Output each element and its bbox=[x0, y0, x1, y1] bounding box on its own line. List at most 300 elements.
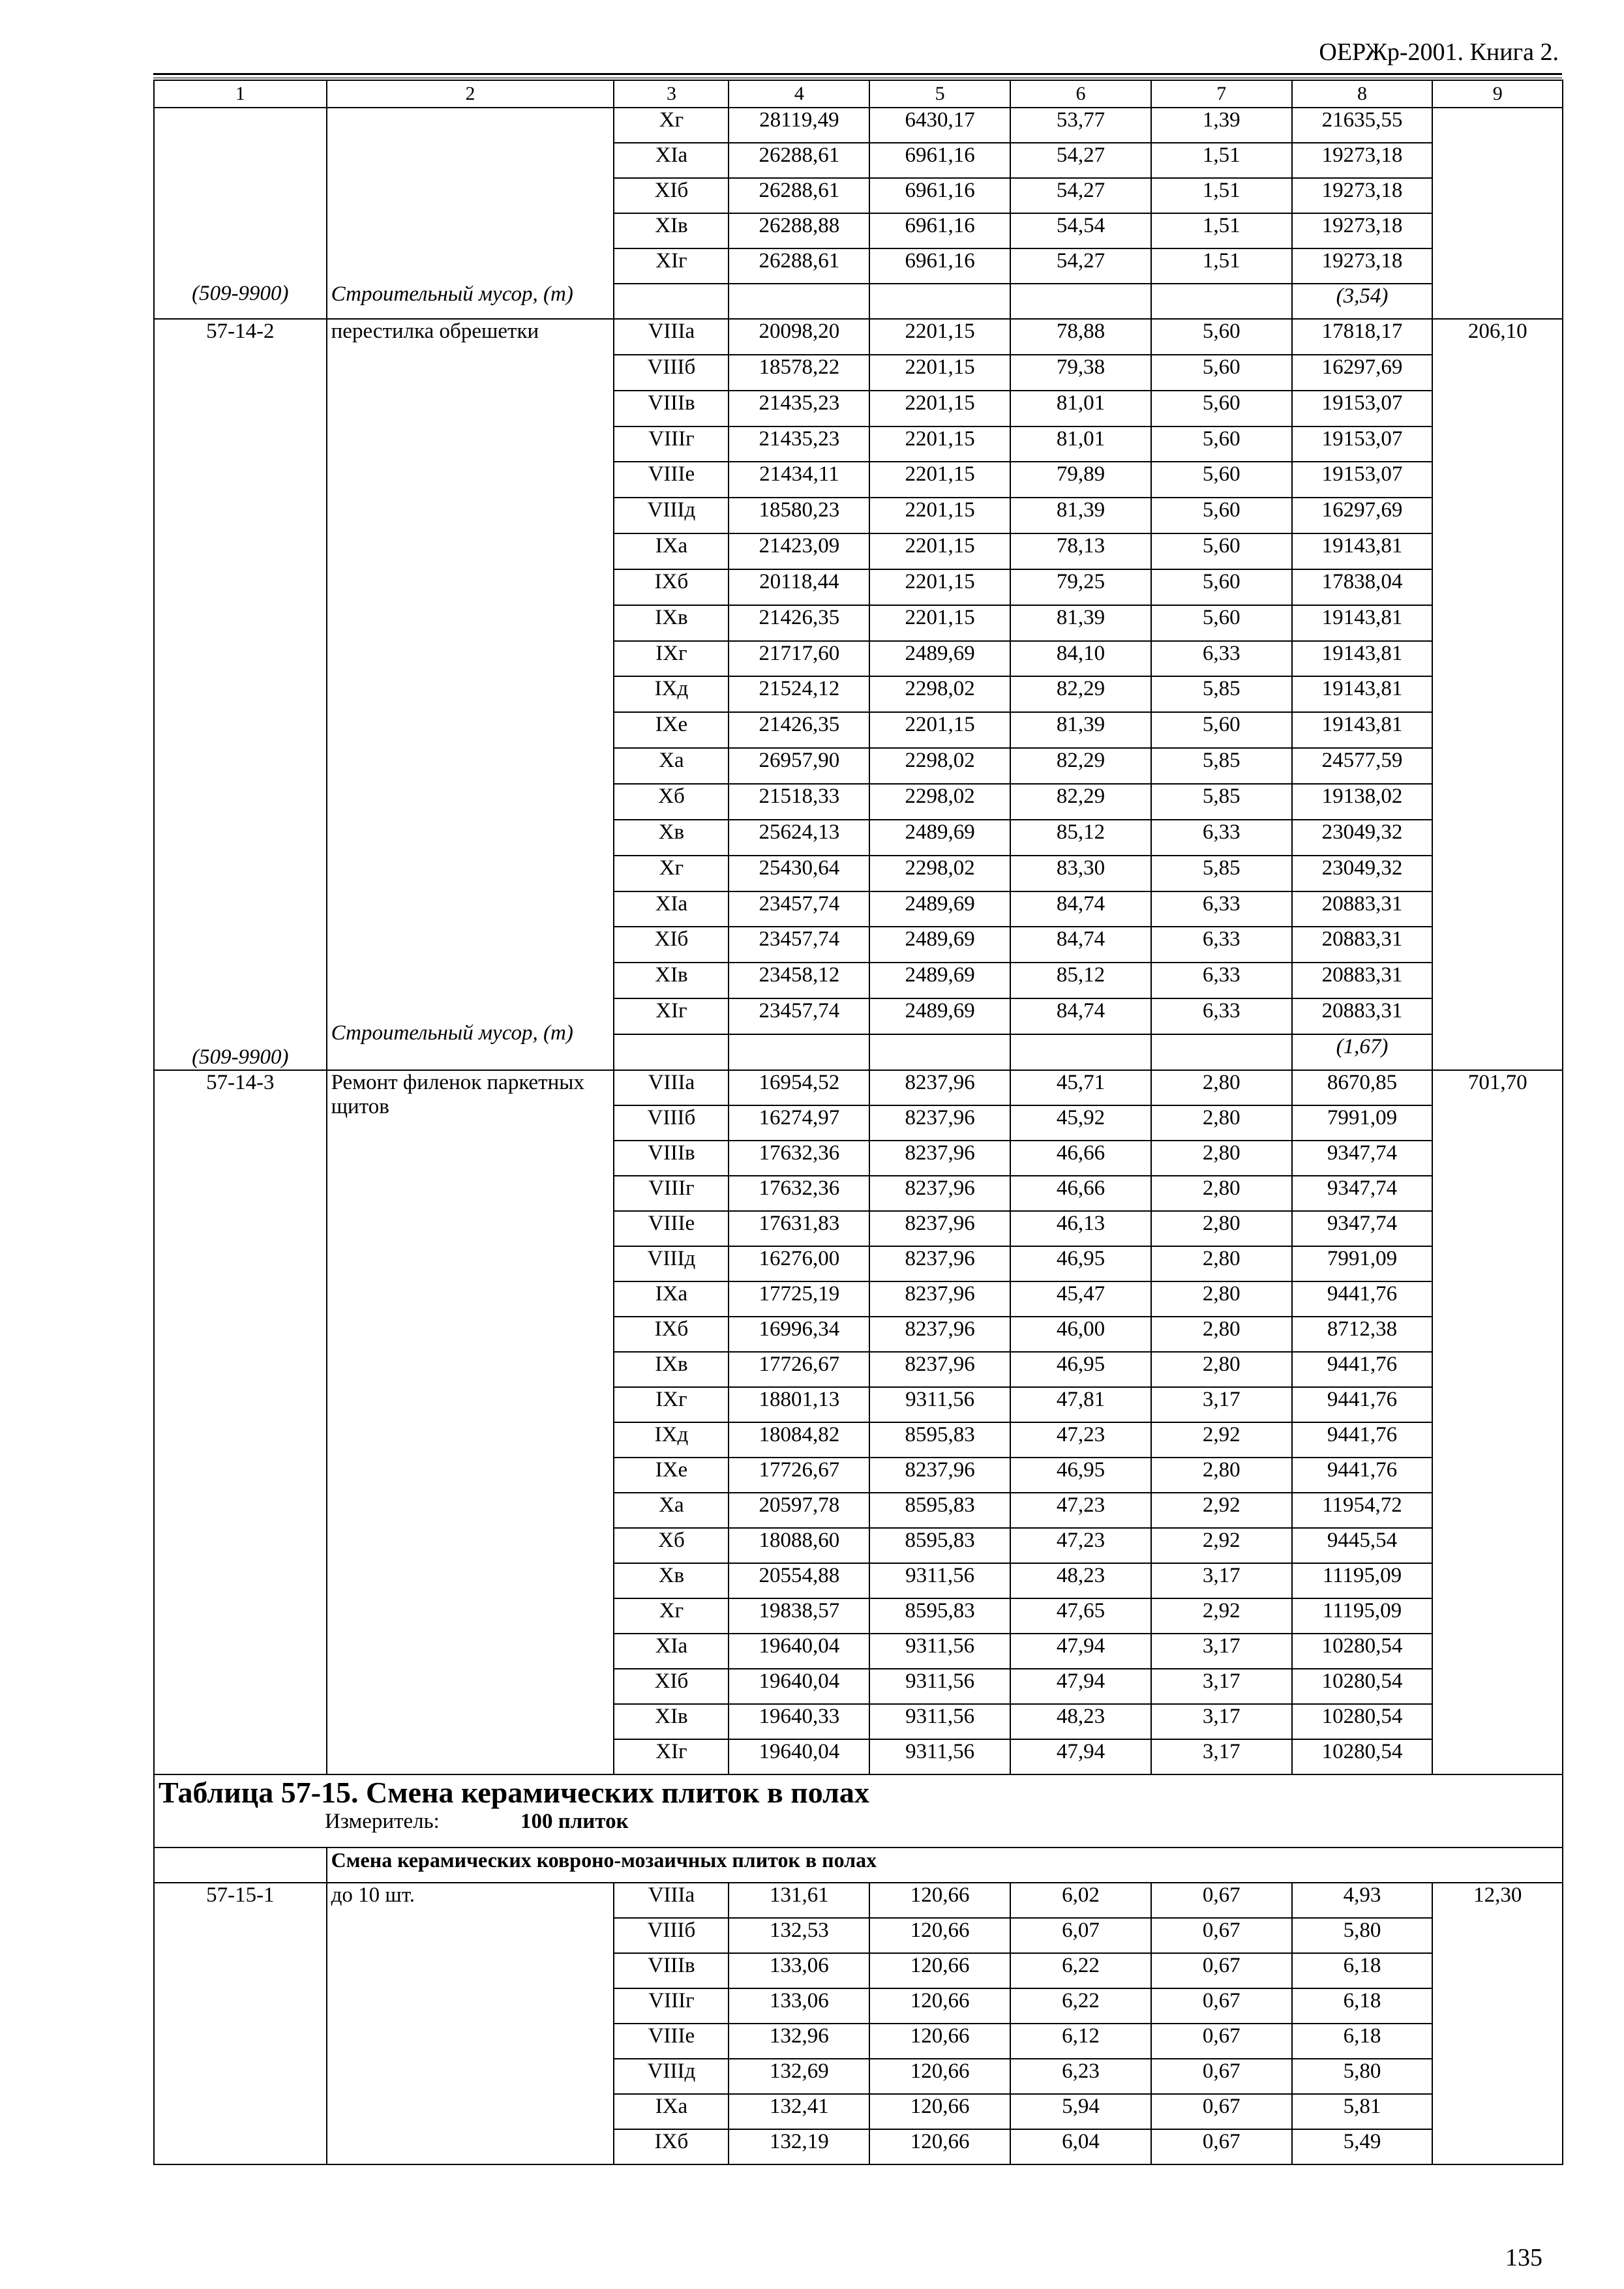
value-cell: 6961,16 bbox=[869, 248, 1010, 284]
value-cell: 20883,31 bbox=[1292, 963, 1433, 998]
value-cell: 20118,44 bbox=[729, 569, 869, 605]
value-cell: 6961,16 bbox=[869, 178, 1010, 213]
value-cell: 0,67 bbox=[1151, 1953, 1292, 1988]
code-cell bbox=[154, 1883, 327, 2164]
value-cell: 9311,56 bbox=[869, 1563, 1010, 1598]
value-cell: 19640,04 bbox=[729, 1739, 869, 1774]
value-cell: 3,17 bbox=[1151, 1739, 1292, 1774]
value-cell: 46,95 bbox=[1010, 1458, 1151, 1493]
value-cell: 9441,76 bbox=[1292, 1422, 1433, 1458]
column-number: 4 bbox=[729, 80, 869, 108]
value-cell: 5,60 bbox=[1151, 391, 1292, 426]
table-body bbox=[154, 80, 1563, 2164]
value-cell: 16297,69 bbox=[1292, 498, 1433, 533]
value-cell: 20883,31 bbox=[1292, 891, 1433, 927]
value-cell: 23457,74 bbox=[729, 998, 869, 1034]
value-cell: 8237,96 bbox=[869, 1070, 1010, 1105]
table-row bbox=[154, 108, 1563, 143]
value-cell: 132,41 bbox=[729, 2094, 869, 2129]
zone-cell: VIIIг bbox=[614, 1988, 729, 2024]
value-cell bbox=[869, 284, 1010, 319]
value-cell: 9347,74 bbox=[1292, 1176, 1433, 1211]
value-cell: 23458,12 bbox=[729, 963, 869, 998]
value-cell: 1,51 bbox=[1151, 213, 1292, 248]
value-cell: 120,66 bbox=[869, 1918, 1010, 1953]
value-cell: 2,80 bbox=[1151, 1070, 1292, 1105]
value-cell: 2,92 bbox=[1151, 1598, 1292, 1634]
value-cell: 78,88 bbox=[1010, 319, 1151, 355]
zone-cell: XIг bbox=[614, 998, 729, 1034]
zone-cell: IXб bbox=[614, 1317, 729, 1352]
value-cell: 19273,18 bbox=[1292, 213, 1433, 248]
zone-cell: IXа bbox=[614, 2094, 729, 2129]
value-cell: 5,60 bbox=[1151, 498, 1292, 533]
value-cell: 10280,54 bbox=[1292, 1669, 1433, 1704]
value-cell: 46,66 bbox=[1010, 1176, 1151, 1211]
value-cell: 2,80 bbox=[1151, 1317, 1292, 1352]
value-cell: 120,66 bbox=[869, 2059, 1010, 2094]
value-cell: 8595,83 bbox=[869, 1493, 1010, 1528]
value-cell: 0,67 bbox=[1151, 2129, 1292, 2164]
value-cell: 47,94 bbox=[1010, 1739, 1151, 1774]
table-row bbox=[154, 1883, 1563, 1918]
value-cell: 81,01 bbox=[1010, 391, 1151, 426]
zone-cell: VIIIб bbox=[614, 1105, 729, 1141]
col9-cell bbox=[1432, 1070, 1563, 1774]
zone-cell: VIIIа bbox=[614, 319, 729, 355]
value-cell: 6,22 bbox=[1010, 1988, 1151, 2024]
name-cell bbox=[327, 108, 614, 319]
value-cell: 16996,34 bbox=[729, 1317, 869, 1352]
value-cell: 2489,69 bbox=[869, 963, 1010, 998]
rate-code: 57-15-1 bbox=[206, 1883, 275, 1907]
value-cell: 120,66 bbox=[869, 2129, 1010, 2164]
value-cell: 6,33 bbox=[1151, 963, 1292, 998]
zone-cell: XIб bbox=[614, 178, 729, 213]
section-title: Таблица 57-15. Смена керамических плиток в полах bbox=[158, 1776, 869, 1809]
value-cell: 46,95 bbox=[1010, 1352, 1151, 1387]
value-cell: 9347,74 bbox=[1292, 1141, 1433, 1176]
value-cell: 8237,96 bbox=[869, 1105, 1010, 1141]
waste-code: (509-9900) bbox=[192, 282, 289, 305]
value-cell: 8237,96 bbox=[869, 1141, 1010, 1176]
value-cell: 53,77 bbox=[1010, 108, 1151, 143]
value-cell: 8595,83 bbox=[869, 1528, 1010, 1563]
value-cell: 47,94 bbox=[1010, 1669, 1151, 1704]
zone-cell: VIIIд bbox=[614, 2059, 729, 2094]
rate-name: Ремонт филенок паркетных щитов bbox=[331, 1071, 584, 1118]
value-cell: 85,12 bbox=[1010, 820, 1151, 856]
value-cell: 48,23 bbox=[1010, 1704, 1151, 1739]
value-cell: 23049,32 bbox=[1292, 856, 1433, 891]
value-cell: 8237,96 bbox=[869, 1352, 1010, 1387]
value-cell: 2,80 bbox=[1151, 1246, 1292, 1281]
value-cell: 82,29 bbox=[1010, 748, 1151, 784]
value-cell: 47,23 bbox=[1010, 1528, 1151, 1563]
value-cell: 17838,04 bbox=[1292, 569, 1433, 605]
value-cell: 9441,76 bbox=[1292, 1387, 1433, 1422]
value-cell: 0,67 bbox=[1151, 1883, 1292, 1918]
value-cell: 2201,15 bbox=[869, 426, 1010, 462]
waste-value: (3,54) bbox=[1292, 284, 1433, 319]
value-cell: 2298,02 bbox=[869, 856, 1010, 891]
value-cell: 19838,57 bbox=[729, 1598, 869, 1634]
value-cell: 26957,90 bbox=[729, 748, 869, 784]
value-cell: 2,80 bbox=[1151, 1458, 1292, 1493]
value-cell: 19273,18 bbox=[1292, 143, 1433, 178]
value-cell: 18088,60 bbox=[729, 1528, 869, 1563]
value-cell: 81,39 bbox=[1010, 498, 1151, 533]
value-cell: 54,27 bbox=[1010, 248, 1151, 284]
value-cell: 21635,55 bbox=[1292, 108, 1433, 143]
value-cell: 2,92 bbox=[1151, 1422, 1292, 1458]
zone-cell: XIг bbox=[614, 248, 729, 284]
zone-cell: Xб bbox=[614, 784, 729, 820]
zone-cell: VIIIв bbox=[614, 1141, 729, 1176]
table-row bbox=[154, 1070, 1563, 1105]
value-cell bbox=[1151, 284, 1292, 319]
value-cell: 21426,35 bbox=[729, 605, 869, 641]
col9-cell bbox=[1432, 1883, 1563, 2164]
zone-cell: Xв bbox=[614, 820, 729, 856]
value-cell: 2298,02 bbox=[869, 748, 1010, 784]
value-cell: 19143,81 bbox=[1292, 676, 1433, 712]
value-cell: 2489,69 bbox=[869, 641, 1010, 677]
value-cell: 2489,69 bbox=[869, 927, 1010, 963]
value-cell: 132,96 bbox=[729, 2024, 869, 2059]
value-cell: 10280,54 bbox=[1292, 1739, 1433, 1774]
value-cell: 132,69 bbox=[729, 2059, 869, 2094]
value-cell: 10280,54 bbox=[1292, 1634, 1433, 1669]
value-cell: 20597,78 bbox=[729, 1493, 869, 1528]
value-cell: 17818,17 bbox=[1292, 319, 1433, 355]
value-cell: 2,80 bbox=[1151, 1105, 1292, 1141]
value-cell: 1,51 bbox=[1151, 178, 1292, 213]
zone-cell: IXе bbox=[614, 712, 729, 748]
zone-cell: VIIIв bbox=[614, 1953, 729, 1988]
value-cell: 6,33 bbox=[1151, 998, 1292, 1034]
value-cell: 11954,72 bbox=[1292, 1493, 1433, 1528]
value-cell: 8237,96 bbox=[869, 1317, 1010, 1352]
value-cell: 81,39 bbox=[1010, 712, 1151, 748]
zone-cell: IXд bbox=[614, 1422, 729, 1458]
value-cell: 25624,13 bbox=[729, 820, 869, 856]
value-cell: 1,51 bbox=[1151, 248, 1292, 284]
value-cell: 0,67 bbox=[1151, 2024, 1292, 2059]
value-cell: 82,29 bbox=[1010, 784, 1151, 820]
zone-cell: VIIIг bbox=[614, 1176, 729, 1211]
running-header: ОЕРЖр-2001. Книга 2. bbox=[1319, 38, 1559, 66]
column-number: 7 bbox=[1151, 80, 1292, 108]
value-cell: 3,17 bbox=[1151, 1563, 1292, 1598]
value-cell: 19640,04 bbox=[729, 1669, 869, 1704]
waste-code: (509-9900) bbox=[192, 1045, 289, 1069]
rate-name: до 10 шт. bbox=[331, 1883, 415, 1907]
value-cell: 9311,56 bbox=[869, 1704, 1010, 1739]
rate-name: перестилка обрешетки bbox=[331, 320, 539, 343]
name-cell bbox=[327, 319, 614, 1070]
value-cell: 5,80 bbox=[1292, 2059, 1433, 2094]
zone-cell: VIIIб bbox=[614, 355, 729, 391]
value-cell: 9311,56 bbox=[869, 1387, 1010, 1422]
value-cell: 5,60 bbox=[1151, 426, 1292, 462]
value-cell: 17726,67 bbox=[729, 1352, 869, 1387]
col9-value: 206,10 bbox=[1467, 320, 1527, 343]
zone-cell: Xв bbox=[614, 1563, 729, 1598]
value-cell: 21426,35 bbox=[729, 712, 869, 748]
value-cell: 120,66 bbox=[869, 2024, 1010, 2059]
value-cell: 2,80 bbox=[1151, 1176, 1292, 1211]
value-cell: 78,13 bbox=[1010, 533, 1151, 569]
zone-cell: VIIIе bbox=[614, 2024, 729, 2059]
value-cell: 21435,23 bbox=[729, 391, 869, 426]
column-number: 5 bbox=[869, 80, 1010, 108]
value-cell: 85,12 bbox=[1010, 963, 1151, 998]
value-cell: 81,39 bbox=[1010, 605, 1151, 641]
meter-value: 100 плиток bbox=[520, 1810, 629, 1833]
value-cell: 16954,52 bbox=[729, 1070, 869, 1105]
value-cell: 17632,36 bbox=[729, 1176, 869, 1211]
waste-name: Строительный мусор, (т) bbox=[331, 282, 573, 306]
value-cell: 120,66 bbox=[869, 1883, 1010, 1918]
value-cell: 21435,23 bbox=[729, 426, 869, 462]
value-cell: 18578,22 bbox=[729, 355, 869, 391]
value-cell: 19143,81 bbox=[1292, 605, 1433, 641]
value-cell: 2489,69 bbox=[869, 891, 1010, 927]
value-cell: 9311,56 bbox=[869, 1669, 1010, 1704]
value-cell: 2,80 bbox=[1151, 1211, 1292, 1246]
zone-cell: XIг bbox=[614, 1739, 729, 1774]
value-cell: 19273,18 bbox=[1292, 178, 1433, 213]
value-cell: 84,10 bbox=[1010, 641, 1151, 677]
value-cell: 6,02 bbox=[1010, 1883, 1151, 1918]
value-cell bbox=[1010, 1034, 1151, 1070]
value-cell: 5,60 bbox=[1151, 533, 1292, 569]
value-cell: 45,71 bbox=[1010, 1070, 1151, 1105]
value-cell: 5,60 bbox=[1151, 355, 1292, 391]
value-cell: 2201,15 bbox=[869, 712, 1010, 748]
zone-cell: Xг bbox=[614, 856, 729, 891]
zone-cell: XIб bbox=[614, 1669, 729, 1704]
value-cell: 84,74 bbox=[1010, 891, 1151, 927]
value-cell: 46,13 bbox=[1010, 1211, 1151, 1246]
value-cell: 16297,69 bbox=[1292, 355, 1433, 391]
value-cell: 19143,81 bbox=[1292, 712, 1433, 748]
value-cell bbox=[729, 1034, 869, 1070]
value-cell: 28119,49 bbox=[729, 108, 869, 143]
value-cell: 2201,15 bbox=[869, 355, 1010, 391]
value-cell: 19153,07 bbox=[1292, 462, 1433, 498]
zone-cell: XIа bbox=[614, 143, 729, 178]
value-cell: 79,89 bbox=[1010, 462, 1151, 498]
zone-cell: XIа bbox=[614, 891, 729, 927]
zone-cell: XIв bbox=[614, 963, 729, 998]
value-cell: 47,23 bbox=[1010, 1493, 1151, 1528]
value-cell: 6,33 bbox=[1151, 641, 1292, 677]
value-cell: 16276,00 bbox=[729, 1246, 869, 1281]
value-cell: 5,94 bbox=[1010, 2094, 1151, 2129]
value-cell: 3,17 bbox=[1151, 1387, 1292, 1422]
value-cell: 133,06 bbox=[729, 1953, 869, 1988]
value-cell: 47,81 bbox=[1010, 1387, 1151, 1422]
value-cell: 21518,33 bbox=[729, 784, 869, 820]
value-cell: 132,19 bbox=[729, 2129, 869, 2164]
waste-value: (1,67) bbox=[1292, 1034, 1433, 1070]
value-cell: 9311,56 bbox=[869, 1739, 1010, 1774]
value-cell: 0,67 bbox=[1151, 1918, 1292, 1953]
value-cell: 0,67 bbox=[1151, 1988, 1292, 2024]
zone-cell: XIа bbox=[614, 1634, 729, 1669]
value-cell: 5,85 bbox=[1151, 676, 1292, 712]
value-cell: 47,65 bbox=[1010, 1598, 1151, 1634]
column-number: 6 bbox=[1010, 80, 1151, 108]
column-number: 2 bbox=[327, 80, 614, 108]
waste-name: Строительный мусор, (т) bbox=[331, 1021, 573, 1045]
value-cell: 19273,18 bbox=[1292, 248, 1433, 284]
value-cell: 6,22 bbox=[1010, 1953, 1151, 1988]
zone-cell: IXв bbox=[614, 605, 729, 641]
value-cell: 1,51 bbox=[1151, 143, 1292, 178]
value-cell: 5,60 bbox=[1151, 712, 1292, 748]
value-cell: 9441,76 bbox=[1292, 1458, 1433, 1493]
value-cell: 19153,07 bbox=[1292, 391, 1433, 426]
value-cell: 26288,61 bbox=[729, 248, 869, 284]
value-cell: 131,61 bbox=[729, 1883, 869, 1918]
value-cell: 11195,09 bbox=[1292, 1598, 1433, 1634]
value-cell: 46,66 bbox=[1010, 1141, 1151, 1176]
value-cell: 1,39 bbox=[1151, 108, 1292, 143]
subheading-spacer bbox=[154, 1848, 327, 1883]
value-cell: 19138,02 bbox=[1292, 784, 1433, 820]
value-cell: 46,00 bbox=[1010, 1317, 1151, 1352]
value-cell bbox=[1010, 284, 1151, 319]
value-cell: 46,95 bbox=[1010, 1246, 1151, 1281]
value-cell: 17631,83 bbox=[729, 1211, 869, 1246]
zone-cell: Xб bbox=[614, 1528, 729, 1563]
value-cell: 6961,16 bbox=[869, 213, 1010, 248]
value-cell: 20883,31 bbox=[1292, 998, 1433, 1034]
value-cell: 8670,85 bbox=[1292, 1070, 1433, 1105]
value-cell: 8237,96 bbox=[869, 1458, 1010, 1493]
subheading-row bbox=[154, 1848, 1563, 1883]
zone-cell: VIIIд bbox=[614, 498, 729, 533]
subheading: Смена керамических ковроно-мозаичных плиток в полах bbox=[327, 1848, 1563, 1883]
meter-label: Измеритель: bbox=[325, 1810, 440, 1833]
zone-cell: VIIIе bbox=[614, 1211, 729, 1246]
rate-code: 57-14-3 bbox=[206, 1071, 275, 1094]
value-cell: 26288,88 bbox=[729, 213, 869, 248]
value-cell: 2201,15 bbox=[869, 391, 1010, 426]
col9-value: 701,70 bbox=[1467, 1071, 1527, 1094]
section-title-row bbox=[154, 1774, 1563, 1848]
zone-cell: Xг bbox=[614, 108, 729, 143]
value-cell: 18084,82 bbox=[729, 1422, 869, 1458]
value-cell: 47,23 bbox=[1010, 1422, 1151, 1458]
value-cell: 19143,81 bbox=[1292, 641, 1433, 677]
value-cell: 8237,96 bbox=[869, 1211, 1010, 1246]
zone-cell: VIIIа bbox=[614, 1883, 729, 1918]
value-cell: 19143,81 bbox=[1292, 533, 1433, 569]
value-cell: 54,27 bbox=[1010, 178, 1151, 213]
value-cell: 6961,16 bbox=[869, 143, 1010, 178]
zone-cell bbox=[614, 284, 729, 319]
value-cell: 21423,09 bbox=[729, 533, 869, 569]
value-cell: 82,29 bbox=[1010, 676, 1151, 712]
col9-cell bbox=[1432, 319, 1563, 1070]
value-cell: 48,23 bbox=[1010, 1563, 1151, 1598]
value-cell: 9441,76 bbox=[1292, 1281, 1433, 1317]
value-cell: 83,30 bbox=[1010, 856, 1151, 891]
value-cell bbox=[1151, 1034, 1292, 1070]
value-cell: 16274,97 bbox=[729, 1105, 869, 1141]
value-cell: 6,18 bbox=[1292, 2024, 1433, 2059]
zone-cell: IXб bbox=[614, 569, 729, 605]
section-title-cell bbox=[154, 1774, 1563, 1848]
value-cell: 5,60 bbox=[1151, 462, 1292, 498]
zone-cell: XIв bbox=[614, 213, 729, 248]
value-cell: 7991,09 bbox=[1292, 1246, 1433, 1281]
value-cell: 6,33 bbox=[1151, 820, 1292, 856]
value-cell: 84,74 bbox=[1010, 927, 1151, 963]
value-cell: 20554,88 bbox=[729, 1563, 869, 1598]
value-cell: 26288,61 bbox=[729, 178, 869, 213]
page-number: 135 bbox=[1505, 2244, 1542, 2271]
value-cell: 9445,54 bbox=[1292, 1528, 1433, 1563]
value-cell: 8595,83 bbox=[869, 1598, 1010, 1634]
zone-cell: VIIIг bbox=[614, 426, 729, 462]
zone-cell: Xа bbox=[614, 748, 729, 784]
value-cell: 5,85 bbox=[1151, 748, 1292, 784]
zone-cell bbox=[614, 1034, 729, 1070]
value-cell: 19640,33 bbox=[729, 1704, 869, 1739]
zone-cell: XIв bbox=[614, 1704, 729, 1739]
value-cell: 4,93 bbox=[1292, 1883, 1433, 1918]
value-cell: 8237,96 bbox=[869, 1176, 1010, 1211]
value-cell: 17725,19 bbox=[729, 1281, 869, 1317]
value-cell: 0,67 bbox=[1151, 2094, 1292, 2129]
value-cell: 120,66 bbox=[869, 2094, 1010, 2129]
value-cell bbox=[869, 1034, 1010, 1070]
value-cell: 45,47 bbox=[1010, 1281, 1151, 1317]
column-number: 8 bbox=[1292, 80, 1433, 108]
value-cell: 6,18 bbox=[1292, 1988, 1433, 2024]
value-cell: 0,67 bbox=[1151, 2059, 1292, 2094]
value-cell: 2298,02 bbox=[869, 784, 1010, 820]
rate-code: 57-14-2 bbox=[206, 320, 275, 343]
value-cell: 6,18 bbox=[1292, 1953, 1433, 1988]
name-cell bbox=[327, 1883, 614, 2164]
value-cell: 25430,64 bbox=[729, 856, 869, 891]
value-cell: 8712,38 bbox=[1292, 1317, 1433, 1352]
value-cell: 2,92 bbox=[1151, 1528, 1292, 1563]
value-cell: 11195,09 bbox=[1292, 1563, 1433, 1598]
value-cell: 3,17 bbox=[1151, 1704, 1292, 1739]
value-cell: 2201,15 bbox=[869, 498, 1010, 533]
value-cell: 2201,15 bbox=[869, 533, 1010, 569]
value-cell: 5,85 bbox=[1151, 856, 1292, 891]
value-cell: 20098,20 bbox=[729, 319, 869, 355]
zone-cell: XIб bbox=[614, 927, 729, 963]
value-cell: 2,80 bbox=[1151, 1141, 1292, 1176]
column-number: 1 bbox=[154, 80, 327, 108]
zone-cell: VIIIд bbox=[614, 1246, 729, 1281]
value-cell: 47,94 bbox=[1010, 1634, 1151, 1669]
value-cell: 19640,04 bbox=[729, 1634, 869, 1669]
value-cell: 26288,61 bbox=[729, 143, 869, 178]
zone-cell: Xг bbox=[614, 1598, 729, 1634]
zone-cell: VIIIв bbox=[614, 391, 729, 426]
code-cell bbox=[154, 319, 327, 1070]
